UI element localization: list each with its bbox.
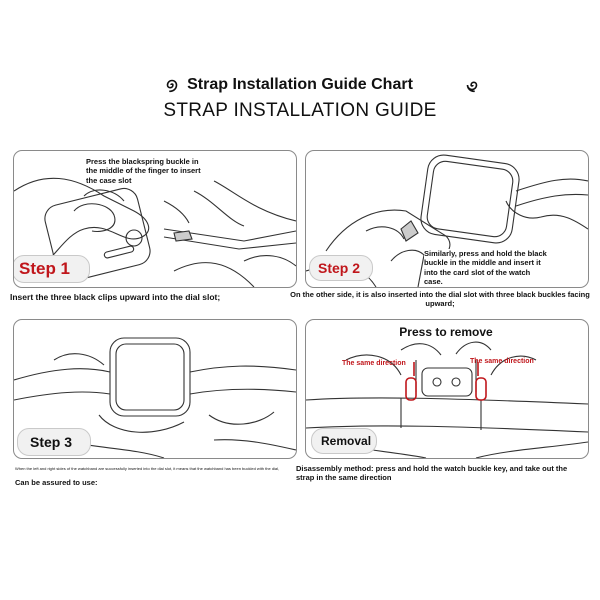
step3-badge-label: Step 3 (30, 434, 73, 450)
step3-fine-print: When the left and right sides of the watchband are successfully inserted into the dial slot, it means that the watchband has been buckled with the dial, (15, 467, 280, 471)
page-subtitle: STRAP INSTALLATION GUIDE (163, 100, 437, 121)
step3-badge (17, 428, 91, 456)
step1-badge (13, 255, 90, 283)
removal-panel (305, 319, 589, 459)
removal-caption: Disassembly method: press and hold the watch buckle key, and take out the strap in the same direction (296, 464, 568, 483)
removal-right-direction-label: The same direction (470, 358, 534, 365)
step2-panel (305, 150, 589, 288)
step2-instruction: Similarly, press and hold the black buckle in the middle and insert it into the card slot of the watch case. (424, 249, 550, 287)
step3-caption: Can be assured to use: (15, 478, 98, 487)
step1-instruction: Press the blackspring buckle in the middle of the finger to insert the case slot (86, 157, 208, 185)
page-title: Strap Installation Guide Chart (187, 76, 413, 93)
swirl-ornament-icon (463, 76, 481, 94)
removal-badge-label: Removal (321, 434, 372, 448)
step2-badge-label: Step 2 (318, 260, 361, 276)
removal-heading: Press to remove (399, 325, 493, 339)
removal-badge (311, 428, 377, 454)
step1-caption: Insert the three black clips upward into the dial slot; (10, 292, 221, 302)
step1-panel (13, 150, 297, 288)
step3-panel (13, 319, 297, 459)
step2-caption: On the other side, it is also inserted into the dial slot with three black buckles facing upward; (290, 290, 590, 309)
step1-badge-label: Step 1 (19, 259, 71, 278)
removal-left-direction-label: The same direction (342, 360, 406, 367)
step2-badge (309, 255, 373, 281)
